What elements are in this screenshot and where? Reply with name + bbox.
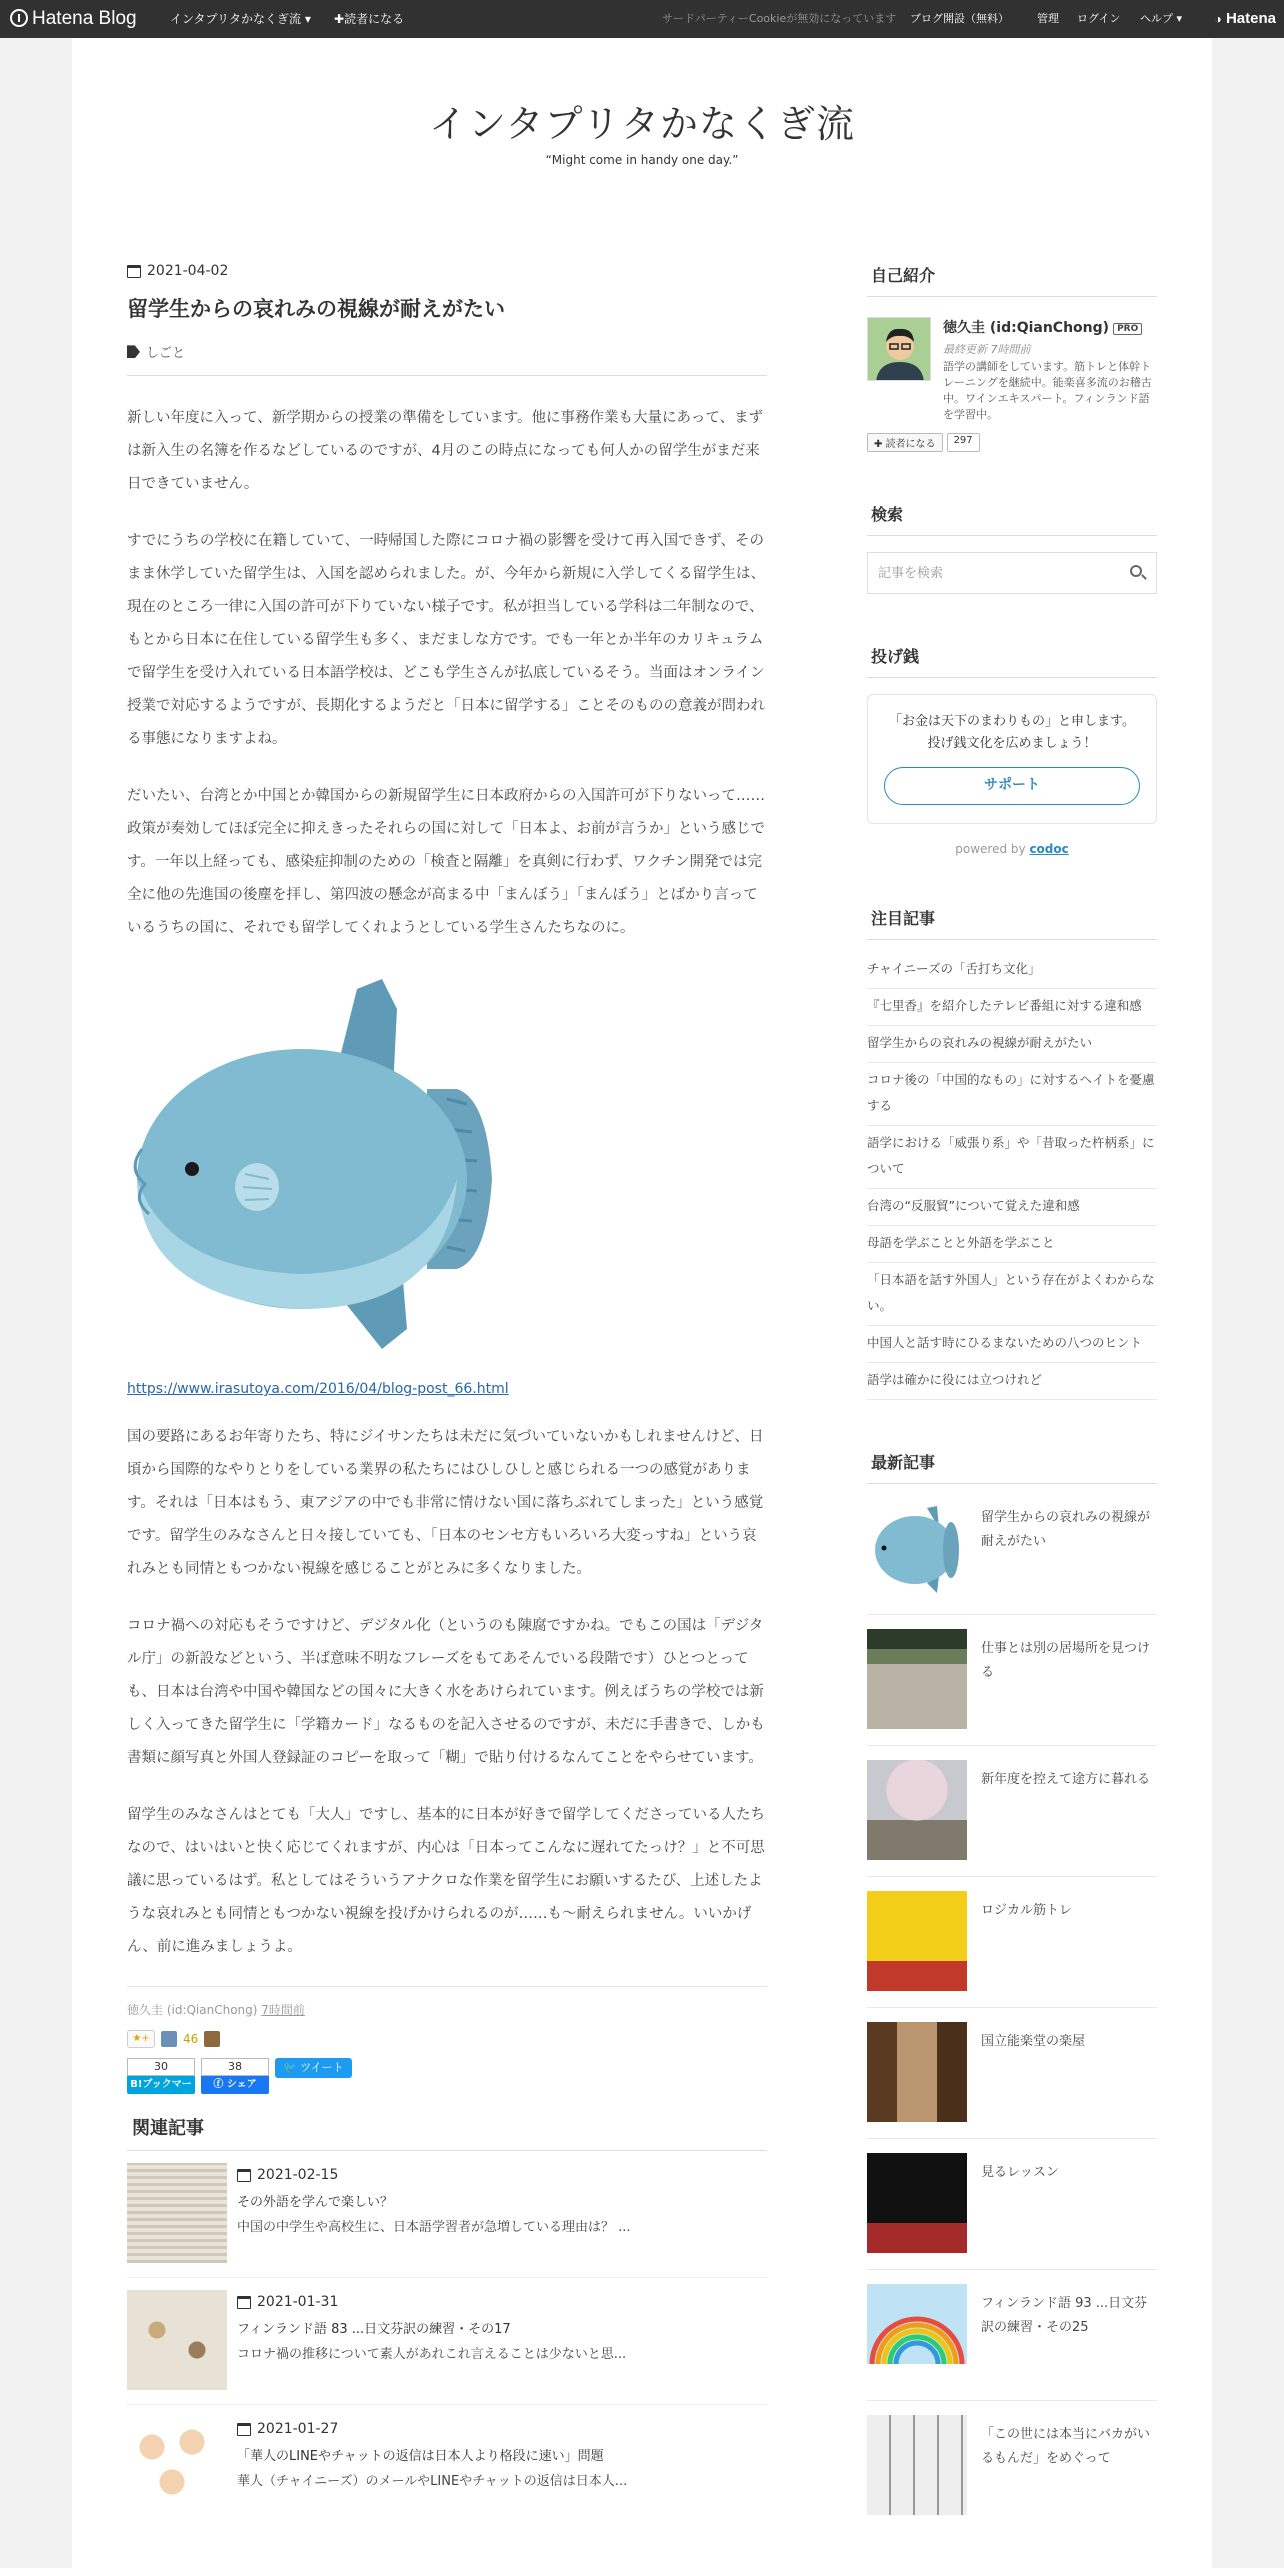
paragraph: コロナ禍への対応もそうですけど、デジタル化（というのも陳腐ですかね。でもこの国は「デジタル庁」の新設などという、半ば意味不明なフレーズをもてあそんでいる段階です）ひとつとっても、日本は台湾や中国や韓国などの国々に大きく水をあけられています。例えばうちの学校では新しく入ってきた留学生に「学籍カード」なるものを記入させるのですが、未だに手書きで、しかも書類に顔写真と外国人登録証のコピーを取って「糊」で貼り付けるなんてことをやらせています。 [127,1618,765,1767]
hatena-star [127,2030,767,2048]
popular-module [867,906,1157,1400]
search-input[interactable] [868,553,1108,593]
blog-title[interactable]: インタプリタかなくぎ流 [429,102,855,146]
tag-icon [127,345,140,358]
bookmark-button[interactable]: B!ブックマーク [127,2076,195,2094]
codoc-box [867,694,1157,824]
search-box [867,552,1157,594]
recent-thumbnail[interactable] [867,1629,967,1729]
recent-title[interactable]: 留学生からの哀れみの視線が耐えがたい [981,1510,1151,1549]
popular-item[interactable]: 台湾の“反服貿”について覚えた違和感 [867,1189,1157,1226]
facebook-share-button[interactable]: ⓕ シェア [201,2076,269,2094]
share-buttons [127,2058,767,2109]
recent-title[interactable]: 見るレッスン [981,2165,1059,2180]
pro-badge: PRO [1113,323,1142,335]
popular-item[interactable]: 母語を学ぶことと外語を学ぶこと [867,1226,1157,1263]
article [127,263,767,2531]
profile-heading: 自己紹介 [867,263,1157,297]
popular-item[interactable]: 語学は確かに役には立つけれど [867,1363,1157,1400]
related-date: 2021-02-15 [237,2167,631,2183]
related-title[interactable]: 「華人のLINEやチャットの返信は日本人より格段に速い」問題 [237,2449,604,2465]
related-snippet: 中国の中学生や高校生に、日本語学習者が急増している理由は？ ... [237,2220,631,2236]
sunfish-illustration [127,969,507,1359]
profile-description: 語学の講師をしています。筋トレと体幹トレーニングを継続中。能楽喜多流のお稽古中。ワインエキスパート。フィンランド語を学習中。 [943,360,1152,421]
related-title[interactable]: フィンランド語 83 ...日文芬訳の練習・その17 [237,2322,511,2338]
popular-item[interactable]: 留学生からの哀れみの視線が耐えがたい [867,1026,1157,1063]
entry-title[interactable]: 留学生からの哀れみの視線が耐えがたい [127,297,505,321]
profile-updated: 最終更新 7時間前 [943,343,1031,356]
related-heading: 関連記事 [127,2114,767,2151]
calendar-icon [127,265,141,278]
recent-item[interactable] [867,2270,1157,2401]
recent-module [867,1450,1157,2531]
hatena-link[interactable]: ◑ Hatena [1214,10,1276,27]
recent-title[interactable]: 新年度を控えて途方に暮れる [981,1772,1151,1787]
admin-link[interactable]: 管理 [1037,12,1059,25]
facebook-share[interactable] [201,2058,269,2094]
recent-thumbnail[interactable] [867,1498,967,1598]
recent-item[interactable] [867,2139,1157,2270]
recent-title[interactable]: フィンランド語 93 ...日文芬訳の練習・その25 [981,2296,1148,2335]
hatena-blog-logo[interactable]: Hatena Blog [10,0,137,38]
profile-module [867,263,1157,452]
recent-thumbnail[interactable] [867,1891,967,1991]
hatena-bookmark-share[interactable] [127,2058,195,2109]
recent-item[interactable] [867,2401,1157,2531]
related-item[interactable] [127,2278,767,2405]
recent-title[interactable]: 「この世には本当にバカがいるもんだ」をめぐって [981,2427,1151,2466]
star-user-avatar[interactable] [204,2031,220,2047]
star-count[interactable]: 46 [183,2032,199,2047]
profile-avatar[interactable] [867,317,931,381]
calendar-icon [237,2169,251,2182]
popular-heading: 注目記事 [867,906,1157,940]
bookmark-count: 30 [127,2058,195,2076]
profile-name[interactable]: 徳久圭 (id:QianChong) PRO [943,317,1157,337]
recent-item[interactable] [867,1746,1157,1877]
star-user-avatar[interactable] [161,2031,177,2047]
support-button[interactable]: サポート [884,767,1140,805]
recent-heading: 最新記事 [867,1450,1157,1484]
related-snippet: 華人（チャイニーズ）のメールやLINEやチャットの返信は日本人... [237,2474,628,2490]
login-link[interactable]: ログイン [1077,12,1121,25]
paragraph: だいたい、台湾とか中国とか韓国からの新規留学生に日本政府からの入国許可が下りないって……政策が奏効してほぼ完全に抑えきったそれらの国に対して「日本よ、お前が言うか」という感じです。一年以上経っても、感染症抑制のための「検査と隔離」を真剣に行わず、ワクチン開発では完全に他の先進国の後塵を拝し、第四波の懸念が高まる中「まんぼう」「まんぼう」とばかり言っているうちの国に、それでも留学してくれようとしている学生さんたちなのに。 [127,788,765,937]
cookie-notice: サードパーティーCookieが無効になっています [662,12,897,25]
search-heading: 検索 [867,502,1157,536]
blog-description: “Might come in handy one day.” [545,153,739,167]
blog-page [72,38,1212,2568]
popular-item[interactable]: 『七里香』を紹介したテレビ番組に対する違和感 [867,989,1157,1026]
popular-item[interactable]: コロナ後の「中国的なもの」に対するヘイトを憂慮する [867,1063,1157,1126]
entry-content [127,402,767,1964]
paragraph: 留学生のみなさんはとても「大人」ですし、基本的に日本が好きで留学してくださっている人たちなので、はいはいと快く応じてくれますが、内心は「日本ってこんなに遅れてたっけ？」と不可思議に思っているはず。私としてはそういうアナクロな作業を留学生にお願いするたび、上述したような哀れみとも同情ともつかない視線を投げかけられるのが……も〜耐えられません。いいかげん、前に進みましょうよ。 [127,1807,765,1956]
author-link[interactable]: 徳久圭 (id:QianChong) [127,2003,258,2018]
popular-item[interactable]: 中国人と話す時にひるまないための八つのヒント [867,1326,1157,1363]
recent-thumbnail[interactable] [867,2022,967,2122]
paragraph: すでにうちの学校に在籍していて、一時帰国した際にコロナ禍の影響を受けて再入国できず、そのまま休学していた留学生は、入国を認められました。が、今年から新規に入学してくる留学生は、現在のところ一律に入国の許可が下りていない様子です。私が担当している学科は二年制なので、もとから日本に在住している留学生も多く、まだましな方です。でも一年とか半年のカリキュラムで留学生を受け入れている日本語学校は、どこも学生さんが払底しているそう。当面はオンライン授業で対応するようですが、長期化するようだと「日本に留学する」ことそのものの意義が問われる事態になりますよね。 [127,533,765,748]
related-date: 2021-01-27 [237,2421,627,2437]
tweet-button[interactable]: 🐦 ツイート [275,2058,352,2078]
search-module [867,502,1157,594]
paragraph: 国の要路にあるお年寄りたち、特にジイサンたちは未だに気づいていないかもしれませんけど、日頃から国際的なやりとりをしている業界の私たちにはひしひしと感じられる一つの感覚があります。それは「日本はもう、東アジアの中でも非常に情けない国に落ちぶれてしまった」という感覚です。留学生のみなさんと日々接していても、「日本のセンセ方もいろいろ大変っすね」という哀れみとも同情ともつかない視線を感じることがとみに多くなりました。 [127,1429,764,1578]
related-thumbnail[interactable] [127,2163,227,2263]
recent-item[interactable] [867,1615,1157,1746]
calendar-icon [237,2296,251,2309]
recent-item[interactable] [867,2008,1157,2139]
related-item[interactable] [127,2405,767,2531]
tip-message: 「お金は天下のまわりもの」と申します。投げ銭文化を広めましょう！ [889,714,1135,751]
popular-item[interactable]: 語学における「威張り系」や「昔取った杵柄系」について [867,1126,1157,1189]
entry-date[interactable]: 2021-04-02 [127,263,767,279]
calendar-icon [237,2423,251,2436]
permalink-time[interactable]: 7時間前 [261,2003,305,2018]
subscribe-button[interactable]: ✚ 読者になる [867,433,943,452]
codoc-link[interactable]: codoc [1029,842,1069,856]
recent-thumbnail[interactable] [867,2415,967,2515]
blog-menu[interactable]: インタプリタかなくぎ流 ▾ [170,12,311,26]
tip-heading: 投げ銭 [867,644,1157,678]
add-star-button[interactable]: ★+ [127,2030,155,2048]
open-blog-link[interactable]: ブログ開設（無料） [910,12,1009,25]
codoc-credit: powered by codoc [955,842,1069,856]
sidebar [867,263,1157,2568]
related-thumbnail[interactable] [127,2290,227,2390]
related-title[interactable]: その外語を学んで楽しい？ [237,2195,394,2211]
recent-item[interactable] [867,1484,1157,1615]
facebook-count: 38 [201,2058,269,2076]
search-icon[interactable] [1130,565,1142,577]
tip-module [867,644,1157,856]
recent-thumbnail[interactable] [867,1760,967,1860]
help-menu[interactable]: ヘルプ ▾ [1140,12,1183,25]
popular-item[interactable]: チャイニーズの「舌打ち文化」 [867,952,1157,989]
hatena-logo-icon [10,9,28,27]
related-list [127,2151,767,2531]
related-thumbnail[interactable] [127,2417,227,2517]
subscribe-top-button[interactable]: ✚読者になる [334,12,405,26]
recent-title[interactable]: ロジカル筋トレ [981,1903,1073,1918]
image-source-link[interactable]: https://www.irasutoya.com/2016/04/blog-post_66.html [127,1381,509,1398]
recent-title[interactable]: 仕事とは別の居場所を見つける [981,1641,1151,1680]
subscriber-count[interactable]: 297 [947,433,980,452]
recent-item[interactable] [867,1877,1157,2008]
entry-category[interactable]: しごと [127,342,767,376]
recent-thumbnail[interactable] [867,2153,967,2253]
recent-thumbnail[interactable] [867,2284,967,2384]
related-date: 2021-01-31 [237,2294,626,2310]
entry-footer [127,1986,767,2109]
related-item[interactable] [127,2151,767,2278]
popular-item[interactable]: 「日本語を話す外国人」という存在がよくわからない。 [867,1263,1157,1326]
recent-title[interactable]: 国立能楽堂の楽屋 [981,2034,1086,2049]
related-snippet: コロナ禍の推移について素人があれこれ言えることは少ないと思... [237,2347,627,2363]
paragraph: 新しい年度に入って、新学期からの授業の準備をしています。他に事務作業も大量にあって、まずは新入生の名簿を作るなどしているのですが、4月のこの時点になっても何人かの留学生がまだ来日できていません。 [127,410,764,493]
global-header [0,0,1284,38]
